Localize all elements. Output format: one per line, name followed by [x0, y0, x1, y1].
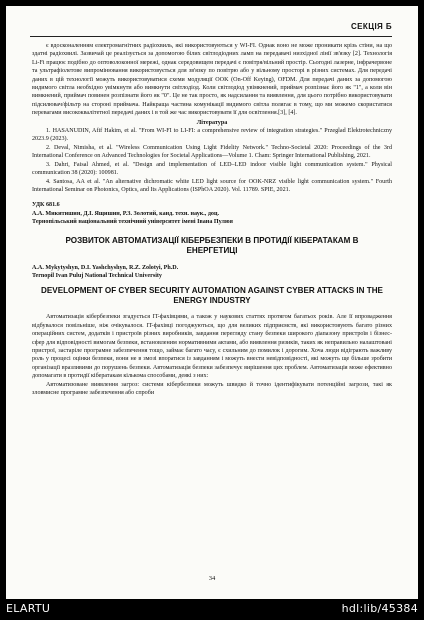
footer-repository-label: ELARTU: [6, 602, 51, 615]
article-title-en: DEVELOPMENT OF CYBER SECURITY AUTOMATION AGAINST CYBER ATTACKS IN THE ENERGY INDUSTRY: [41, 286, 383, 306]
page-number: 34: [208, 575, 216, 582]
footer-handle-label: hdl:lib/45384: [341, 602, 418, 615]
page-content: [32, 42, 392, 397]
article-title-uk: РОЗВИТОК АВТОМАТИЗАЦІЇ КІБЕРБЕЗПЕКИ В ПРОТИДІЇ КІБЕРАТАКАМ В ЕНЕРГЕТИЦІ: [65, 235, 359, 255]
body-paragraph: Автоматизоване виявлення загроз: системи кібербезпеки можуть швидко й точно ідентифікувати потенційні загрози, такі як зловмисне програмне забезпечення або спроби: [32, 381, 392, 396]
reference-item: 3. Dahri, Faisal Ahmed, et al. "Design and implementation of LED–LED indoor visible light communication system." Physical communication 38 (2020): 100981.: [32, 161, 392, 177]
udc-code: УДК 681.6: [32, 202, 60, 209]
literature-title: Література: [196, 119, 228, 126]
reference-item: 2. Deval, Nimisha, et al. "Wireless Communication Using Light Fidelity Network." Techno-Societal 2020: Proceedings of the 3rd International Conference on Advanced Technologies for Societal Applications—Volume 1. Cham: Springer International Publishing, 2021.: [32, 144, 392, 160]
affiliation-en: Ternopil Ivan Puluj National Technical University: [32, 272, 162, 279]
section-label: СЕКЦІЯ Б: [351, 22, 392, 31]
reference-item: 1. HASANUDIN, Afif Hakim, et al. "From WI-FI to LI-FI: a comprehensive review of integration strategies." Przeglad Elektrotechniczny 2023.9 (2023).: [32, 128, 392, 143]
reference-item: 4. Santosa, AA et al. "An alternative dichromatic white LED light source for OOK-NRZ visible light communication system." Fourth International Seminar on Photonics, Optics, and Its Applications (ISPhOA 2020). Vol. 11789. SPIE, 2021.: [32, 178, 392, 193]
authors-uk: А.А. Микитишин, Д.І. Ящишин, Р.З. Золотий, канд. техн. наук., доц.: [32, 210, 219, 217]
affiliation-uk: Тернопільський національний технічний університет імені Івана Пулюя: [32, 219, 233, 226]
body-paragraph: Автоматизація кібербезпеки згадується IT-фахівцями, а також у наукових статтях протягом багатьох років. Але її впровадження відбувалося повільніше, ніж очікувалося. IT-фахівці погоджуються, що для великих підприємств, які використовують багато різних операційних систем, додатків і пристроїв різних виробників, завдання перегляду стану безпеки широкого діапазону пристроїв і бізнес-сфер для відповідності вимогам безпеки, встановленим нормативними актами, або виявлення ризиків, таких як неправильно налаштовані пристрої, застаріле програмне забезпечення тощо, займає багато часу, є схильним до помилок і дорогим. Хоча люди відіграють важливу роль у процесі оцінки безпеки, вони не в змозі впоратися із завданням і можуть внести невідповідності, які можуть ще більше зробити організації вразливими до порушень безпеки. Автоматизація безпеки забезпечує вирішення цих проблем. Автоматизація може ефективно допомагати в протидії кібератакам кількома способами, деякі з них:: [32, 314, 392, 380]
intro-paragraph: є вдосконаленням електромагнітних радіохвиль, які використовуються у WI-FI. Однак воно не може проникати крізь стіни, на що здатні радіохвилі. Зазвичай це реалізується за допомогою білих світлодіодних ламп на передавачі низхідної лінії зв'язку [2]. Технологія Li-Fi працює подібно до оптоволоконної мережі, однак середовищем передачі є повітря/вільний простір. Сьогодні лазерне, інфрачервоне та ультрафіолетове випромінювання використовується для зв'язку по повітрю або у вільному просторі в різних системах. Для передачі даних в цій технології можуть використовуватися схеми модуляції OOK (On-Off Keying), OFDM. Для передачі даних за допомогою видимого світла необхідно увімкнути або вимкнути світлодіод. Коли світлодіод увімкнений, приймач розпізнає його як "1", а коли він вимкнений, приймач повинен розпізнати його як "0". Це не так просто, як надсилання та виявлення, для цього потрібно використовувати підсилювач/фільтр на стороні приймача. Найкраща частина комунікації видимого світла полягає в тому, що ми можемо скористатися перевагами висококвалітетної передачі даних і в той же час використовувати її для освітлення.[3], [4].: [32, 43, 392, 117]
document-page: [6, 6, 418, 599]
page-header: [30, 18, 392, 37]
authors-en: A.A. Mykytyshyn, D.I. Yashchyshyn, R.Z. Zolotyi, Ph.D.: [32, 264, 179, 271]
